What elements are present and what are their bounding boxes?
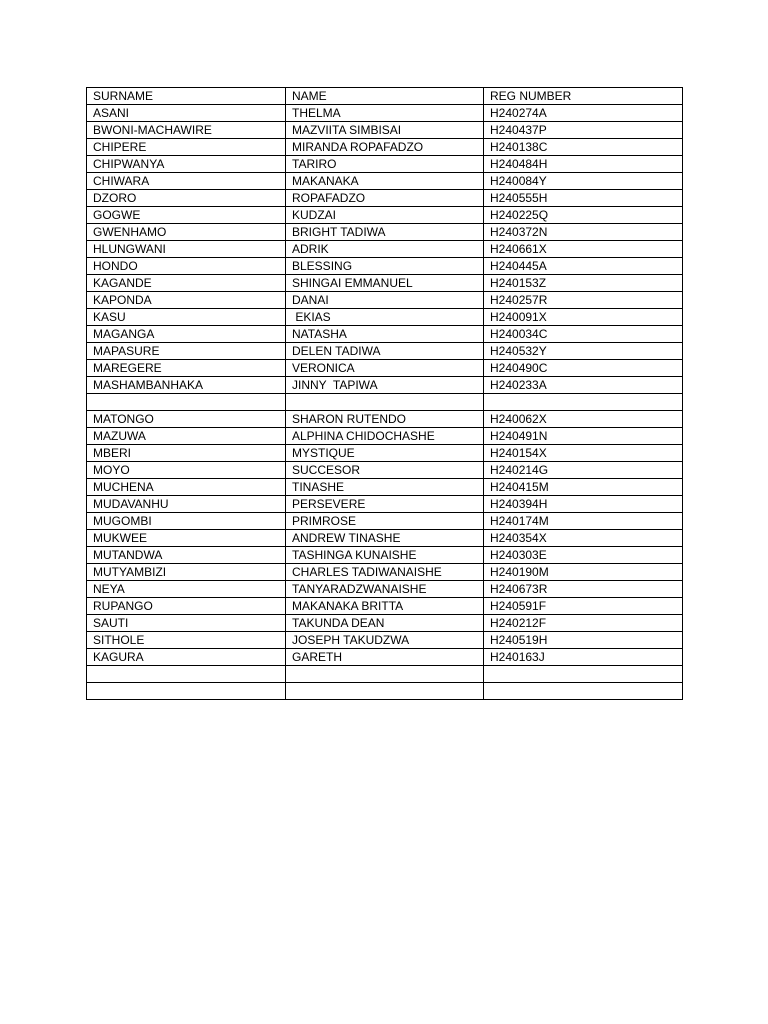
name-cell: DANAI [286,292,484,309]
table-row [87,666,683,683]
reg-number-cell: H240138C [484,139,683,156]
reg-number-cell: H240174M [484,513,683,530]
reg-number-cell: H240437P [484,122,683,139]
reg-number-cell: H240233A [484,377,683,394]
reg-number-cell: H240555H [484,190,683,207]
name-cell: CHARLES TADIWANAISHE [286,564,484,581]
surname-cell: MATONGO [87,411,286,428]
reg-number-cell: H240394H [484,496,683,513]
reg-number-cell [484,666,683,683]
reg-number-cell: H240445A [484,258,683,275]
table-row [87,241,683,258]
surname-cell: MAREGERE [87,360,286,377]
table-row [87,292,683,309]
reg-number-cell: H240490C [484,360,683,377]
table-row [87,105,683,122]
reg-number-cell: H240212F [484,615,683,632]
reg-number-cell: H240091X [484,309,683,326]
reg-number-cell: H240163J [484,649,683,666]
surname-cell: HONDO [87,258,286,275]
name-cell: THELMA [286,105,484,122]
table-row [87,139,683,156]
reg-number-cell: H240532Y [484,343,683,360]
surname-cell: KASU [87,309,286,326]
table-header [87,88,683,105]
table-row [87,547,683,564]
reg-number-cell: H240415M [484,479,683,496]
table-row [87,377,683,394]
table-row [87,275,683,292]
reg-number-cell: H240153Z [484,275,683,292]
surname-cell: DZORO [87,190,286,207]
surname-cell [87,666,286,683]
table-row [87,190,683,207]
student-register-table [86,87,683,700]
header-surname: SURNAME [87,88,286,105]
name-cell: ALPHINA CHIDOCHASHE [286,428,484,445]
reg-number-cell: H240591F [484,598,683,615]
name-cell: SUCCESOR [286,462,484,479]
name-cell: GARETH [286,649,484,666]
name-cell: MIRANDA ROPAFADZO [286,139,484,156]
table-row [87,411,683,428]
header-name: NAME [286,88,484,105]
surname-cell [87,394,286,411]
surname-cell: MAZUWA [87,428,286,445]
reg-number-cell: H240491N [484,428,683,445]
table-row [87,224,683,241]
surname-cell: MBERI [87,445,286,462]
surname-cell: MUGOMBI [87,513,286,530]
surname-cell: HLUNGWANI [87,241,286,258]
reg-number-cell [484,394,683,411]
table-row [87,632,683,649]
surname-cell: MUTANDWA [87,547,286,564]
table-row [87,462,683,479]
name-cell [286,683,484,700]
table-row [87,496,683,513]
surname-cell: MUKWEE [87,530,286,547]
name-cell: MYSTIQUE [286,445,484,462]
reg-number-cell: H240190M [484,564,683,581]
name-cell: BLESSING [286,258,484,275]
table-row [87,479,683,496]
surname-cell: MUDAVANHU [87,496,286,513]
name-cell: KUDZAI [286,207,484,224]
surname-cell: MUTYAMBIZI [87,564,286,581]
reg-number-cell: H240673R [484,581,683,598]
surname-cell: CHIWARA [87,173,286,190]
surname-cell: GOGWE [87,207,286,224]
reg-number-cell: H240084Y [484,173,683,190]
table-row [87,683,683,700]
name-cell: MAKANAKA BRITTA [286,598,484,615]
name-cell: DELEN TADIWA [286,343,484,360]
name-cell: TASHINGA KUNAISHE [286,547,484,564]
surname-cell: MUCHENA [87,479,286,496]
reg-number-cell: H240274A [484,105,683,122]
reg-number-cell: H240372N [484,224,683,241]
table-row [87,649,683,666]
name-cell: MAKANAKA [286,173,484,190]
reg-number-cell: H240519H [484,632,683,649]
table-row [87,564,683,581]
header-reg-number: REG NUMBER [484,88,683,105]
reg-number-cell: H240484H [484,156,683,173]
reg-number-cell: H240354X [484,530,683,547]
reg-number-cell: H240154X [484,445,683,462]
surname-cell: MASHAMBANHAKA [87,377,286,394]
reg-number-cell: H240034C [484,326,683,343]
name-cell: MAZVIITA SIMBISAI [286,122,484,139]
name-cell: JOSEPH TAKUDZWA [286,632,484,649]
name-cell: NATASHA [286,326,484,343]
name-cell: SHINGAI EMMANUEL [286,275,484,292]
table-row [87,360,683,377]
reg-number-cell: H240303E [484,547,683,564]
reg-number-cell: H240225Q [484,207,683,224]
table-row [87,615,683,632]
table-row [87,258,683,275]
name-cell: ADRIK [286,241,484,258]
name-cell: ROPAFADZO [286,190,484,207]
table-row [87,445,683,462]
reg-number-cell: H240661X [484,241,683,258]
name-cell: JINNY TAPIWA [286,377,484,394]
surname-cell: NEYA [87,581,286,598]
reg-number-cell [484,683,683,700]
reg-number-cell: H240257R [484,292,683,309]
name-cell: TARIRO [286,156,484,173]
surname-cell: CHIPERE [87,139,286,156]
name-cell: ANDREW TINASHE [286,530,484,547]
table-row [87,343,683,360]
surname-cell: MAGANGA [87,326,286,343]
table-header-row [87,88,683,105]
surname-cell: SITHOLE [87,632,286,649]
name-cell: BRIGHT TADIWA [286,224,484,241]
name-cell: SHARON RUTENDO [286,411,484,428]
name-cell [286,394,484,411]
surname-cell: MAPASURE [87,343,286,360]
reg-number-cell: H240062X [484,411,683,428]
table-row [87,309,683,326]
surname-cell: GWENHAMO [87,224,286,241]
table-row [87,513,683,530]
table-row [87,173,683,190]
table-row [87,156,683,173]
table-row [87,428,683,445]
name-cell: TANYARADZWANAISHE [286,581,484,598]
surname-cell: BWONI-MACHAWIRE [87,122,286,139]
table-row [87,530,683,547]
name-cell: PRIMROSE [286,513,484,530]
name-cell: PERSEVERE [286,496,484,513]
surname-cell: CHIPWANYA [87,156,286,173]
table-row [87,581,683,598]
surname-cell: KAPONDA [87,292,286,309]
table-row [87,207,683,224]
surname-cell: MOYO [87,462,286,479]
surname-cell: RUPANGO [87,598,286,615]
table-row [87,122,683,139]
table-row [87,394,683,411]
name-cell [286,666,484,683]
name-cell: VERONICA [286,360,484,377]
surname-cell: ASANI [87,105,286,122]
surname-cell: KAGANDE [87,275,286,292]
surname-cell [87,683,286,700]
surname-cell: KAGURA [87,649,286,666]
name-cell: TINASHE [286,479,484,496]
name-cell: EKIAS [286,309,484,326]
surname-cell: SAUTI [87,615,286,632]
table-row [87,598,683,615]
name-cell: TAKUNDA DEAN [286,615,484,632]
reg-number-cell: H240214G [484,462,683,479]
table-row [87,326,683,343]
table-body [87,105,683,700]
